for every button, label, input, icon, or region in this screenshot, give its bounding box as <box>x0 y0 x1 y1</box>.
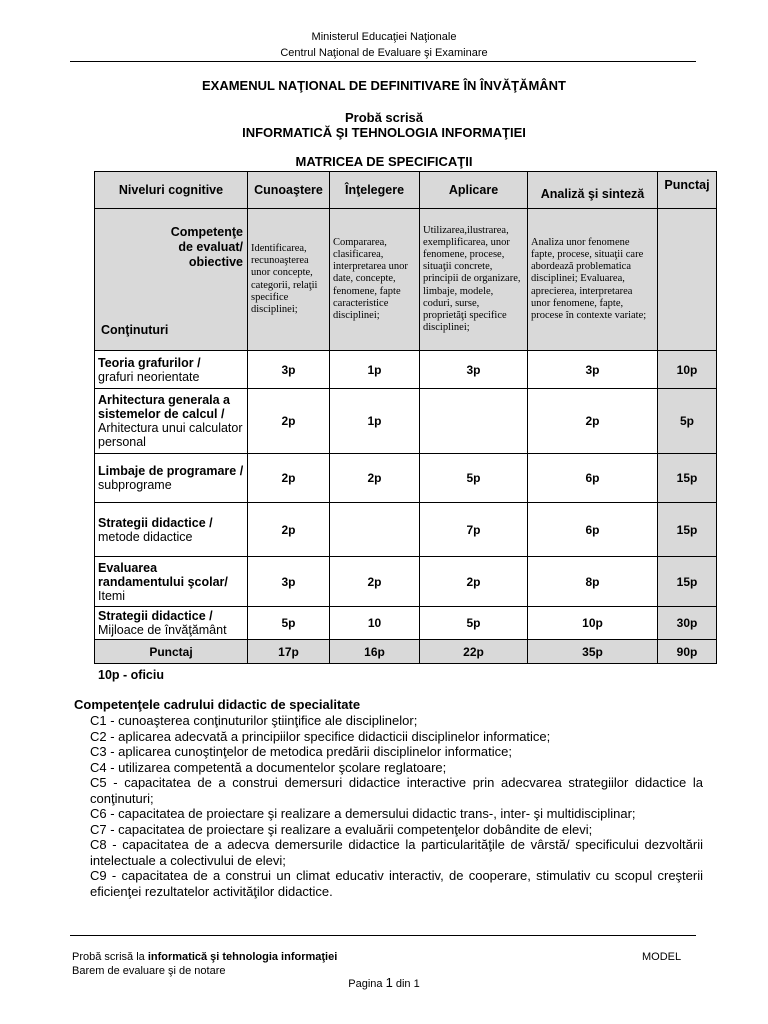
descriptor-analiza: Analiza unor fenomene fapte, procese, situaţii care abordează problematica disciplinei; Evaluarea, aprecierea, interpretarea unor fenomene, fapte, procese în contexte variate; <box>528 209 658 351</box>
cell-value <box>420 389 528 454</box>
row-subtitle: grafuri neorientate <box>98 369 200 384</box>
cell-value: 2p <box>330 557 420 607</box>
total-label: Punctaj <box>95 640 248 664</box>
cell-value: 3p <box>528 351 658 389</box>
competence-label-cell <box>95 209 248 351</box>
competence-label-3: obiective <box>188 255 243 269</box>
cell-value: 2p <box>248 389 330 454</box>
cell-value: 6p <box>528 454 658 503</box>
descriptor-cunoastere: Identificarea, recunoaşterea unor concepte, categorii, relaţii specifice disciplinei; <box>248 209 330 351</box>
col-aplicare: Aplicare <box>420 172 528 209</box>
cell-value: 6p <box>528 503 658 557</box>
footer-subject: informatică şi tehnologia informaţiei <box>147 951 338 963</box>
competences-list <box>90 713 703 899</box>
proba-label: Probă scrisă <box>344 110 424 125</box>
total-value: 35p <box>528 640 658 664</box>
row-subtitle: Arhitectura unui calculator personal <box>98 421 243 449</box>
footer-model: MODEL <box>642 951 682 963</box>
cell-value: 1p <box>330 389 420 454</box>
row-title: Evaluarea randamentului şcolar/ <box>98 560 228 589</box>
list-item: C6 - capacitatea de proiectare şi realizare a demersului didactic trans-, inter- şi multidisciplinar; <box>90 806 636 821</box>
table-row <box>95 503 717 557</box>
cell-value: 2p <box>420 557 528 607</box>
row-total: 15p <box>658 557 717 607</box>
cell-value: 2p <box>330 454 420 503</box>
cell-value: 5p <box>420 454 528 503</box>
row-subtitle: metode didactice <box>98 529 193 544</box>
row-total: 10p <box>658 351 717 389</box>
cell-value: 5p <box>420 607 528 640</box>
matrix-header-row <box>95 172 717 209</box>
cell-value: 2p <box>528 389 658 454</box>
page-suffix: din 1 <box>392 978 420 990</box>
subject-title: INFORMATICĂ ŞI TEHNOLOGIA INFORMAŢIEI <box>242 125 526 140</box>
header-ministry: Ministerul Educaţiei Naţionale <box>311 31 457 43</box>
cell-value: 5p <box>248 607 330 640</box>
row-subtitle: Mijloace de învăţământ <box>98 623 227 637</box>
content-label: Conţinuturi <box>101 323 169 337</box>
list-item: C4 - utilizarea competentă a documentelor şcolare reglatoare; <box>90 759 447 775</box>
descriptor-punctaj-empty <box>658 209 717 351</box>
cell-value <box>330 503 420 557</box>
row-total: 15p <box>658 454 717 503</box>
list-item: C7 - capacitatea de proiectare şi realizare a evaluării competenţelor dobândite de elevi; <box>90 821 593 837</box>
competence-label-1: Competenţe <box>170 225 243 239</box>
cell-value: 8p <box>528 557 658 607</box>
row-total: 15p <box>658 503 717 557</box>
footer-rule <box>70 935 696 936</box>
matrix-title: MATRICEA DE SPECIFICAŢII <box>295 154 473 169</box>
descriptor-aplicare: Utilizarea,ilustrarea, exemplificarea, unor fenomene, procese, situaţii concrete, principii de organizare, limbaje, modele, coduri, surse, proprietăţi specifice disciplinei; <box>420 209 528 351</box>
footer-prefix: Probă scrisă la <box>72 951 148 963</box>
row-title: Arhitectura generala a sistemelor de calcul / <box>98 393 230 421</box>
grand-total: 90p <box>658 640 717 664</box>
table-row <box>95 557 717 607</box>
cell-value: 3p <box>248 557 330 607</box>
col-cunoastere: Cunoaştere <box>248 172 330 209</box>
oficiu-note: 10p - oficiu <box>98 668 164 682</box>
list-item: C1 - cunoaşterea conţinuturilor ştiinţifice ale disciplinelor; <box>90 713 418 728</box>
table-row <box>95 389 717 454</box>
competence-label-2: de evaluat/ <box>178 240 243 254</box>
cell-value: 3p <box>420 351 528 389</box>
page-num: 1 <box>385 975 393 990</box>
row-title: Teoria grafurilor / <box>98 355 201 370</box>
col-analiza-sinteza: Analiză şi sinteză <box>528 172 658 209</box>
total-value: 22p <box>420 640 528 664</box>
row-subtitle: Itemi <box>98 588 126 603</box>
exam-title: EXAMENUL NAŢIONAL DE DEFINITIVARE ÎN ÎNVĂŢĂMÂNT <box>201 78 566 93</box>
cell-value: 1p <box>330 351 420 389</box>
list-item: C8 - capacitatea de a adecva demersurile didactice la particularităţile de vârstă/ specificului dezvoltării intelectuale a colectivului de elevi; <box>90 837 703 868</box>
specification-matrix <box>94 171 717 664</box>
row-title: Limbaje de programare / <box>98 464 244 478</box>
table-row <box>95 351 717 389</box>
total-value: 17p <box>248 640 330 664</box>
row-total: 30p <box>658 607 717 640</box>
cell-value: 10 <box>330 607 420 640</box>
total-value: 16p <box>330 640 420 664</box>
cell-value: 2p <box>248 503 330 557</box>
row-title: Strategii didactice / <box>98 515 213 530</box>
corner-label: Niveluri cognitive <box>95 172 248 209</box>
matrix-descriptor-row <box>95 209 717 351</box>
table-row <box>95 454 717 503</box>
page-prefix: Pagina <box>348 978 386 990</box>
list-item: C9 - capacitatea de a construi un climat educativ interactiv, de cooperare, stimulativ cu scopul creşterii eficienţei rezultatelor activităţilor didactice. <box>90 868 703 899</box>
footer-line2: Barem de evaluare şi de notare <box>72 965 226 977</box>
list-item: C3 - aplicarea cunoştinţelor de metodica predării disciplinelor informatice; <box>90 744 512 759</box>
cell-value: 2p <box>248 454 330 503</box>
row-subtitle: subprograme <box>98 478 172 492</box>
col-punctaj: Punctaj <box>658 172 717 209</box>
footer-line1 <box>72 950 337 964</box>
list-item: C2 - aplicarea adecvată a principiilor specifice didacticii disciplinelor informatice; <box>90 728 551 744</box>
descriptor-intelegere: Compararea, clasificarea, interpretarea unor date, concepte, fenomene, fapte caracteristice disciplinei; <box>330 209 420 351</box>
row-total: 5p <box>658 389 717 454</box>
header-center: Centrul Naţional de Evaluare şi Examinare <box>280 47 488 59</box>
cell-value: 7p <box>420 503 528 557</box>
cell-value: 3p <box>248 351 330 389</box>
cell-value: 10p <box>528 607 658 640</box>
header-rule <box>70 61 696 62</box>
col-intelegere: Înţelegere <box>330 172 420 209</box>
table-row <box>95 607 717 640</box>
totals-row <box>95 640 717 664</box>
competences-title: Competenţele cadrului didactic de specialitate <box>74 697 361 712</box>
page-number <box>0 976 768 991</box>
list-item: C5 - capacitatea de a construi demersuri didactice interactive prin adecvarea strategiilor didactice la conţinuturi; <box>90 775 703 806</box>
row-title: Strategii didactice / <box>98 609 213 623</box>
